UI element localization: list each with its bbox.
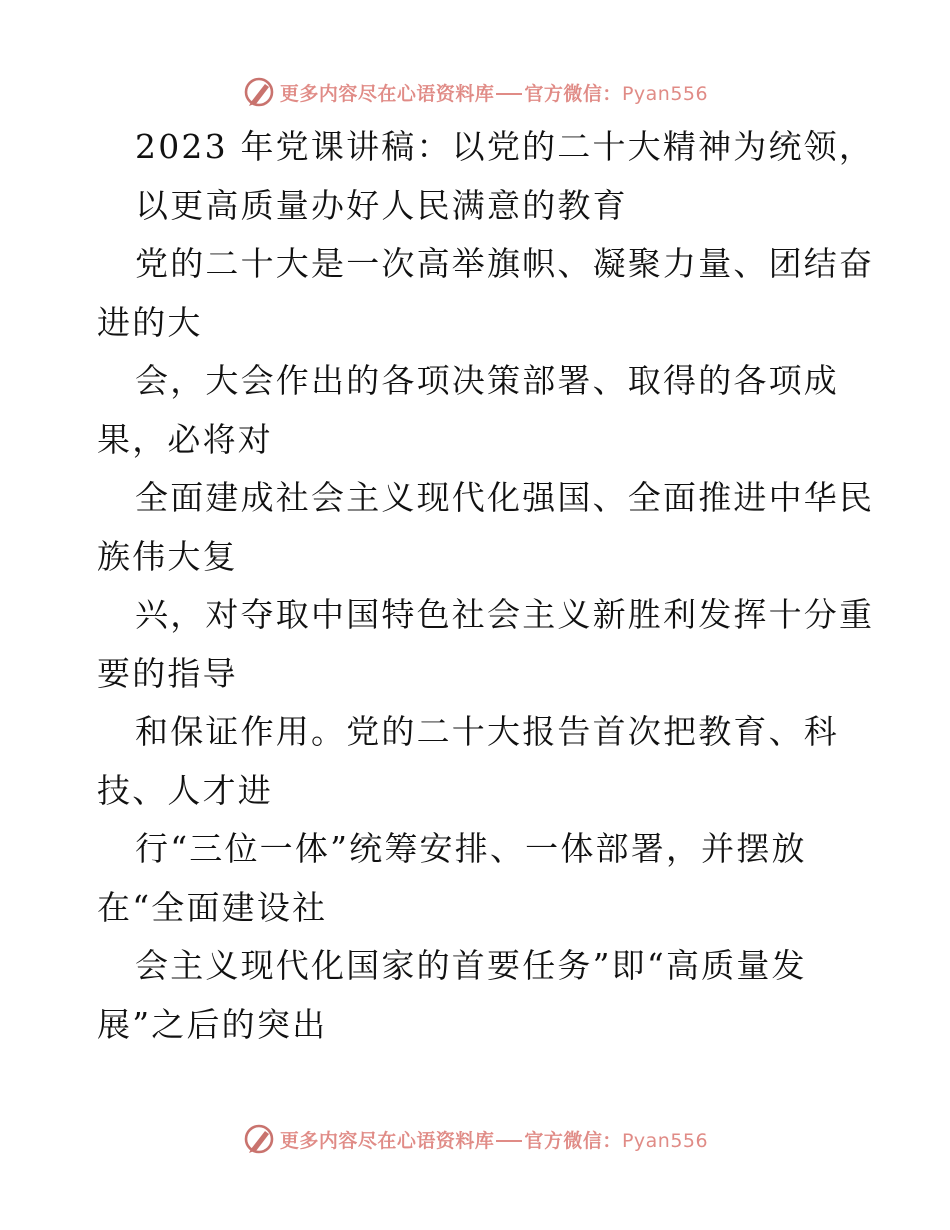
doc-text-line: 党的二十大是一次高举旗帜、凝聚力量、团结奋 xyxy=(135,244,875,283)
doc-text-line: 在“全面建设社 xyxy=(97,887,328,927)
doc-title-line-2: 以更高质量办好人民满意的教育 xyxy=(135,185,628,225)
doc-title-line-1: 2023 年党课讲稿：以党的二十大精神为统领， xyxy=(135,127,875,166)
footer-watermark xyxy=(0,1119,950,1159)
header-watermark xyxy=(0,72,950,112)
doc-text-line: 要的指导 xyxy=(97,653,238,693)
doc-text-line: 全面建成社会主义现代化强国、全面推进中华民 xyxy=(135,478,875,517)
pen-logo-icon xyxy=(242,75,276,109)
document-body xyxy=(97,118,875,1054)
watermark-text: 更多内容尽在心语资料库 官方微信：Pyan556 xyxy=(279,82,709,105)
doc-text-line: 会主义现代化国家的首要任务”即“高质量发 xyxy=(135,946,807,985)
doc-text-line: 和保证作用。党的二十大报告首次把教育、科 xyxy=(135,712,839,751)
watermark-text: 更多内容尽在心语资料库 官方微信：Pyan556 xyxy=(279,1129,709,1152)
doc-text-line: 行“三位一体”统筹安排、一体部署，并摆放 xyxy=(135,829,807,868)
doc-text-line: 技、人才进 xyxy=(97,770,273,810)
doc-text-line: 会，大会作出的各项决策部署、取得的各项成 xyxy=(135,361,839,400)
doc-text-line: 展”之后的突出 xyxy=(97,1004,328,1044)
pen-logo-icon xyxy=(242,1122,276,1156)
doc-text-line: 进的大 xyxy=(97,302,203,342)
doc-text-line: 果，必将对 xyxy=(97,419,273,459)
doc-text-line: 族伟大复 xyxy=(97,536,238,576)
doc-text-line: 兴，对夺取中国特色社会主义新胜利发挥十分重 xyxy=(135,595,875,634)
